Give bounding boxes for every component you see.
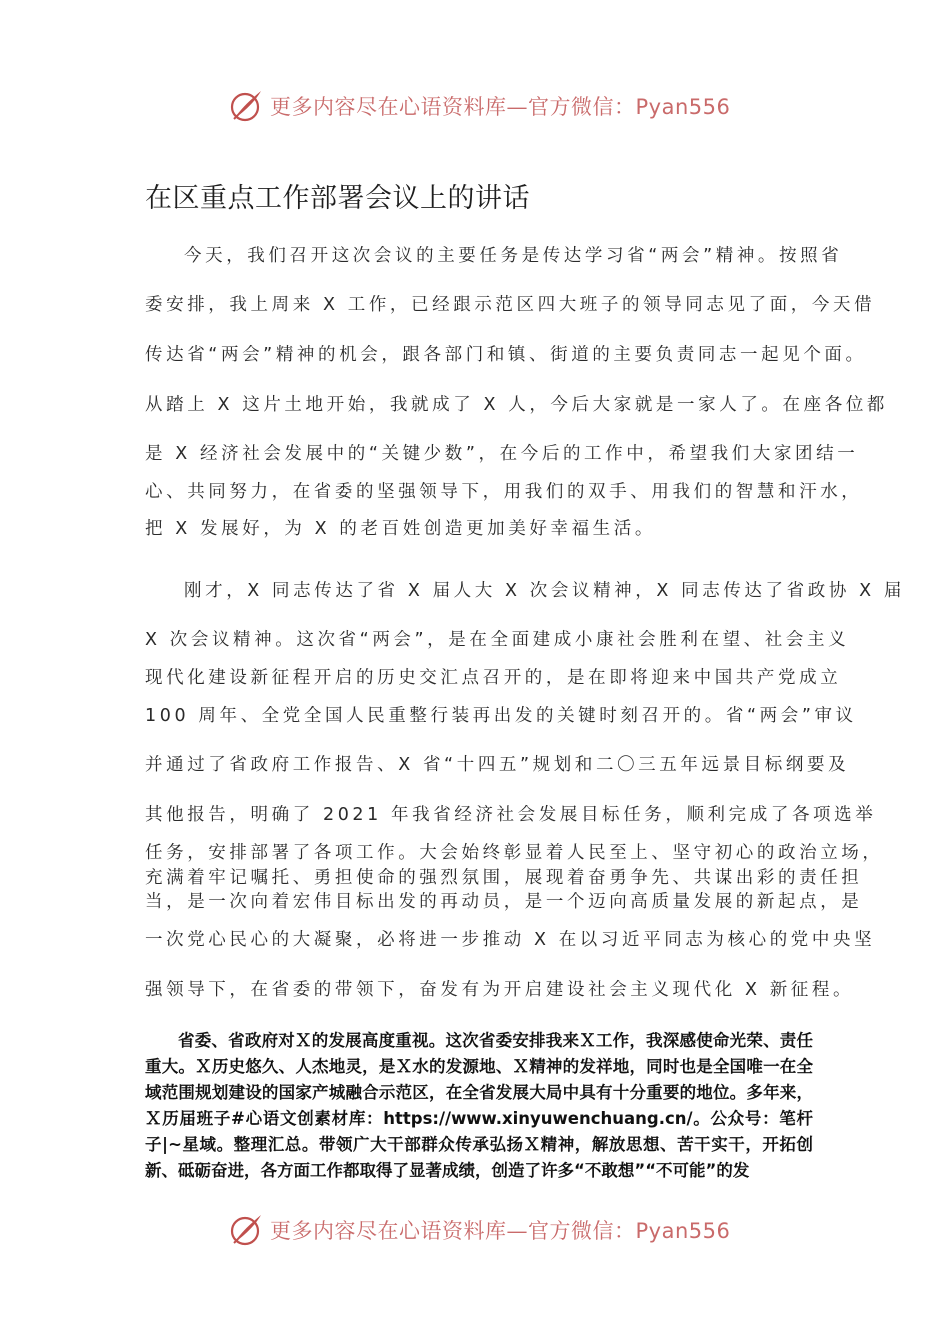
- paragraph2-line: 强领导下，在省委的带领下，奋发有为开启建设社会主义现代化 X 新征程。: [145, 980, 855, 1000]
- wechat-id: Pyan556: [635, 1219, 731, 1243]
- paragraph2-line: 100 周年、全党全国人民重整行装再出发的关键时刻召开的。省“两会”审议: [145, 706, 857, 726]
- quill-logo-icon: [228, 88, 264, 124]
- banner-text: 更多内容尽在心语资料库—官方微信：Pyan556: [270, 95, 731, 119]
- footer-banner: [228, 1210, 730, 1250]
- paragraph2-line: 任务，安排部署了各项工作。大会始终彰显着人民至上、坚守初心的政治立场，: [145, 843, 884, 863]
- paragraph2-line: X 次会议精神。这次省“两会”，是在全面建成小康社会胜利在望、社会主义: [145, 630, 850, 650]
- paragraph1-line: 从踏上 X 这片土地开始，我就成了 X 人，今后大家就是一家人了。在座各位都: [145, 395, 889, 415]
- paragraph2-line: 一次党心民心的大凝聚，必将进一步推动 X 在以习近平同志为核心的党中央坚: [145, 930, 876, 950]
- paragraph1-line: 传达省“两会”精神的机会，跟各部门和镇、街道的主要负责同志一起见个面。: [145, 345, 867, 365]
- paragraph1-line: 是 X 经济社会发展中的“关键少数”，在今后的工作中，希望我们大家团结一: [145, 444, 859, 464]
- document-title: 在区重点工作部署会议上的讲话: [145, 183, 530, 214]
- paragraph2-line: 现代化建设新征程开启的历史交汇点召开的，是在即将迎来中国共产党成立: [145, 668, 842, 688]
- wechat-id: Pyan556: [635, 95, 731, 119]
- quill-logo-icon: [228, 1212, 264, 1248]
- paragraph1-line: 今天，我们召开这次会议的主要任务是传达学习省“两会”精神。按照省: [184, 246, 843, 266]
- paragraph2-line: 刚才，X 同志传达了省 X 届人大 X 次会议精神，X 同志传达了省政协 X 届: [184, 581, 905, 601]
- paragraph2-line: 充满着牢记嘱托、勇担使命的强烈氛围，展现着奋勇争先、共谋出彩的责任担: [145, 868, 863, 888]
- paragraph1-line: 心、共同努力，在省委的坚强领导下，用我们的双手、用我们的智慧和汗水，: [145, 482, 863, 502]
- paragraph1-line: 把 X 发展好，为 X 的老百姓创造更加美好幸福生活。: [145, 519, 656, 539]
- paragraph1-line: 委安排，我上周来 X 工作，已经跟示范区四大班子的领导同志见了面，今天借: [145, 295, 876, 315]
- header-banner: [228, 86, 730, 126]
- banner-text: 更多内容尽在心语资料库—官方微信：Pyan556: [270, 1219, 731, 1243]
- paragraph2-line: 当，是一次向着宏伟目标出发的再动员，是一个迈向高质量发展的新起点，是: [145, 892, 863, 912]
- paragraph2-line: 其他报告，明确了 2021 年我省经济社会发展目标任务，顺利完成了各项选举: [145, 805, 877, 825]
- paragraph2-line: 并通过了省政府工作报告、X 省“十四五”规划和二〇三五年远景目标纲要及: [145, 755, 850, 775]
- paragraph3: 省委、省政府对Ｘ的发展高度重视。这次省委安排我来Ｘ工作，我深感使命光荣、责任重大。Ｘ历史悠久、人杰地灵，是Ｘ水的发源地、Ｘ精神的发祥地，同时也是全国唯一在全域范围规划建设的国家产城融合示范区，在全省发展大局中具有十分重要的地位。多年来，Ｘ历届班子#心语文创素材库：https://www.xinyuwenchuang.cn/。公众号：笔杆子|~星域。整理汇总。带领广大干部群众传承弘扬Ｘ精神，解放思想、苦干实干，开拓创新、砥砺奋进，各方面工作都取得了显著成绩，创造了许多“不敢想”“不可能”的发: [145, 1031, 813, 1180]
